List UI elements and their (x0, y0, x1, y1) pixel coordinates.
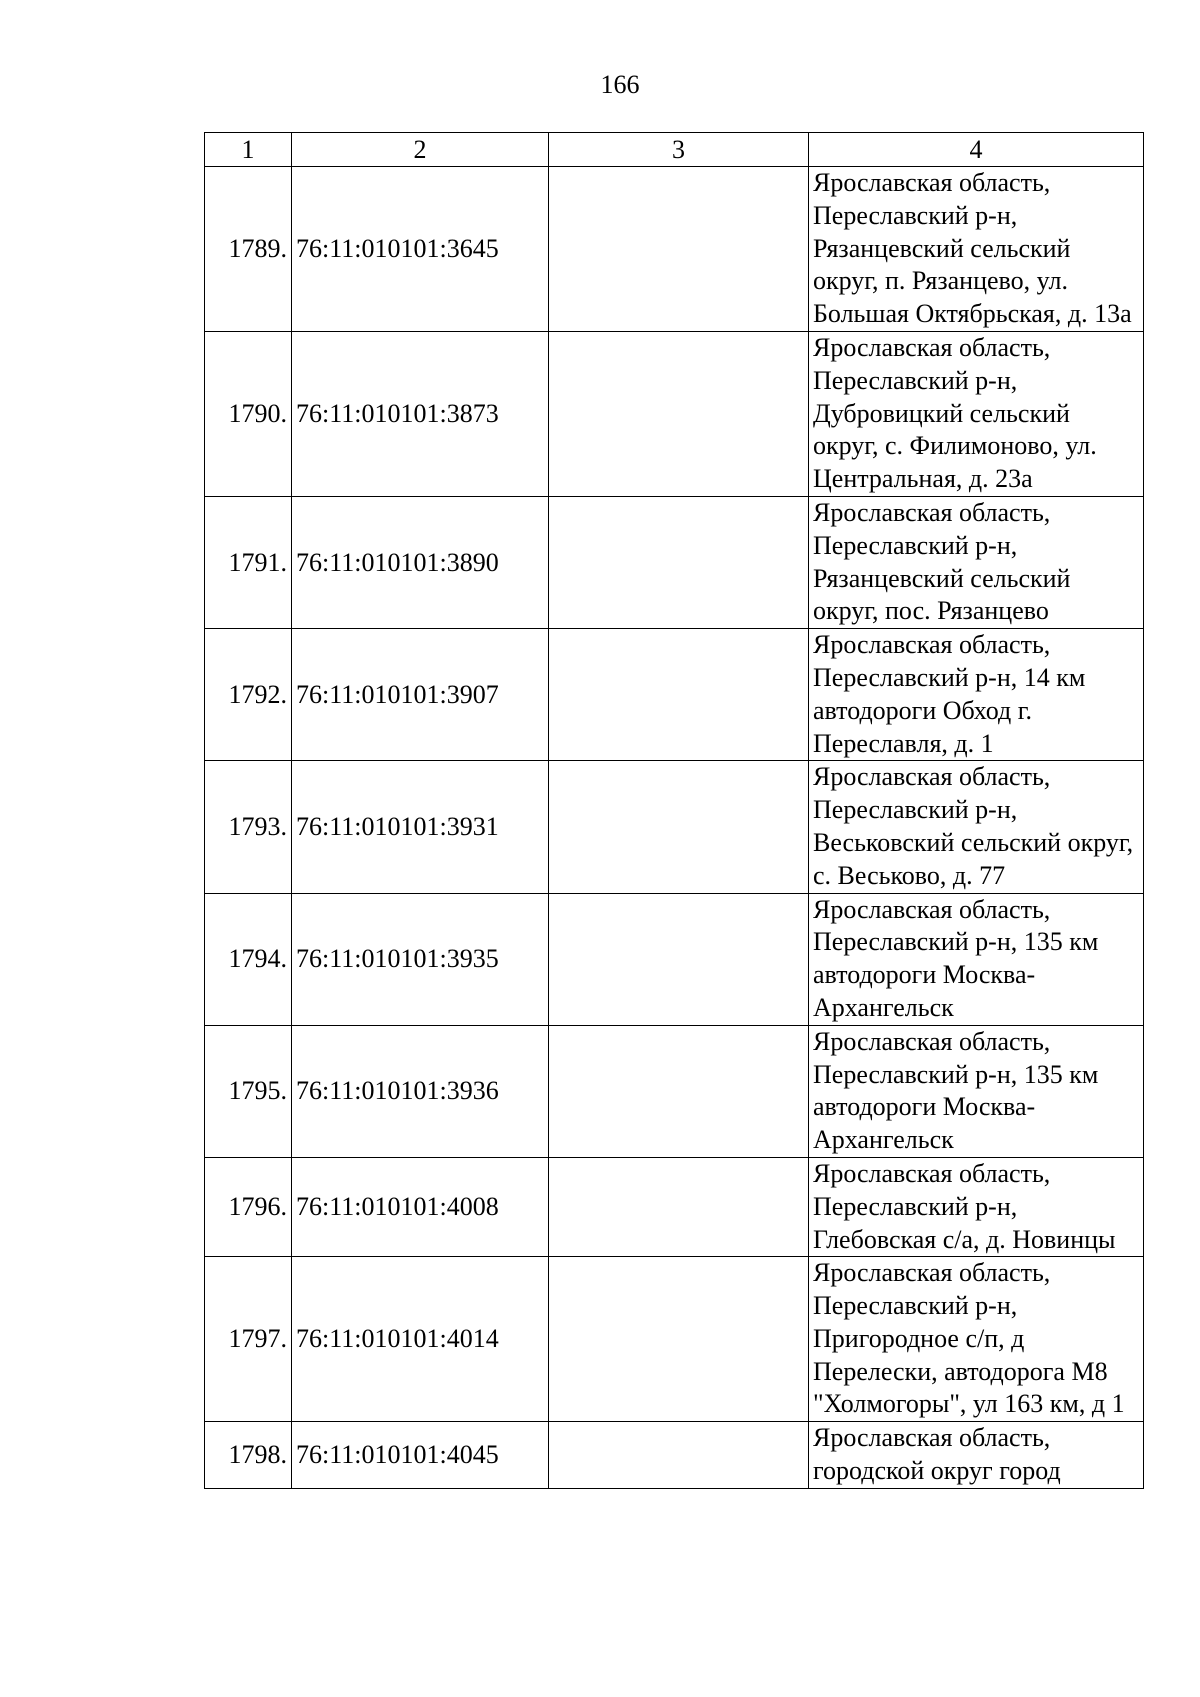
table-row (205, 1025, 1144, 1157)
column-3-cell (549, 496, 809, 628)
column-3-cell (549, 629, 809, 761)
cadastral-number: 76:11:010101:3931 (292, 761, 549, 893)
table-row (205, 893, 1144, 1025)
column-3-cell (549, 1025, 809, 1157)
row-number: 1797. (205, 1257, 292, 1422)
row-number: 1789. (205, 167, 292, 332)
address-cell: Ярославская область, Переславский р-н, 135 км автодороги Москва-Архангельск (809, 1025, 1144, 1157)
cadastral-number: 76:11:010101:3907 (292, 629, 549, 761)
address-cell: Ярославская область, Переславский р-н, 135 км автодороги Москва-Архангельск (809, 893, 1144, 1025)
cadastral-number: 76:11:010101:4014 (292, 1257, 549, 1422)
registry-table (204, 132, 1144, 1489)
column-3-cell (549, 761, 809, 893)
cadastral-number: 76:11:010101:3936 (292, 1025, 549, 1157)
column-3-cell (549, 331, 809, 496)
column-3-cell (549, 167, 809, 332)
table-row (205, 761, 1144, 893)
table-row (205, 1257, 1144, 1422)
cadastral-number: 76:11:010101:3645 (292, 167, 549, 332)
page-number: 166 (600, 70, 640, 99)
table-row (205, 629, 1144, 761)
row-number: 1796. (205, 1157, 292, 1256)
header-col-4: 4 (809, 133, 1144, 167)
header-col-3: 3 (549, 133, 809, 167)
column-3-cell (549, 1422, 809, 1489)
header-col-2: 2 (292, 133, 549, 167)
header-col-1: 1 (205, 133, 292, 167)
table-row (205, 496, 1144, 628)
row-number: 1794. (205, 893, 292, 1025)
row-number: 1792. (205, 629, 292, 761)
address-cell: Ярославская область, Переславский р-н, Дубровицкий сельский округ, с. Филимоново, ул. Центральная, д. 23а (809, 331, 1144, 496)
row-number: 1793. (205, 761, 292, 893)
address-cell: Ярославская область, Переславский р-н, Рязанцевский сельский округ, пос. Рязанцево (809, 496, 1144, 628)
cadastral-number: 76:11:010101:4008 (292, 1157, 549, 1256)
row-number: 1795. (205, 1025, 292, 1157)
cadastral-number: 76:11:010101:3890 (292, 496, 549, 628)
column-3-cell (549, 1257, 809, 1422)
row-number: 1790. (205, 331, 292, 496)
table-row (205, 167, 1144, 332)
address-cell: Ярославская область, Переславский р-н, Глебовская с/а, д. Новинцы (809, 1157, 1144, 1256)
cadastral-number: 76:11:010101:3873 (292, 331, 549, 496)
address-cell: Ярославская область, Переславский р-н, Веськовский сельский округ, с. Веськово, д. 77 (809, 761, 1144, 893)
table-header-row (205, 133, 1144, 167)
row-number: 1798. (205, 1422, 292, 1489)
table-row (205, 331, 1144, 496)
row-number: 1791. (205, 496, 292, 628)
address-cell: Ярославская область, Переславский р-н, Рязанцевский сельский округ, п. Рязанцево, ул. Большая Октябрьская, д. 13а (809, 167, 1144, 332)
cadastral-number: 76:11:010101:4045 (292, 1422, 549, 1489)
address-cell: Ярославская область, городской округ город (809, 1422, 1144, 1489)
cadastral-number: 76:11:010101:3935 (292, 893, 549, 1025)
table-row (205, 1422, 1144, 1489)
column-3-cell (549, 893, 809, 1025)
table-row (205, 1157, 1144, 1256)
address-cell: Ярославская область, Переславский р-н, Пригородное с/п, д Перелески, автодорога М8 "Холмогоры", ул 163 км, д 1 (809, 1257, 1144, 1422)
column-3-cell (549, 1157, 809, 1256)
address-cell: Ярославская область, Переславский р-н, 14 км автодороги Обход г. Переславля, д. 1 (809, 629, 1144, 761)
